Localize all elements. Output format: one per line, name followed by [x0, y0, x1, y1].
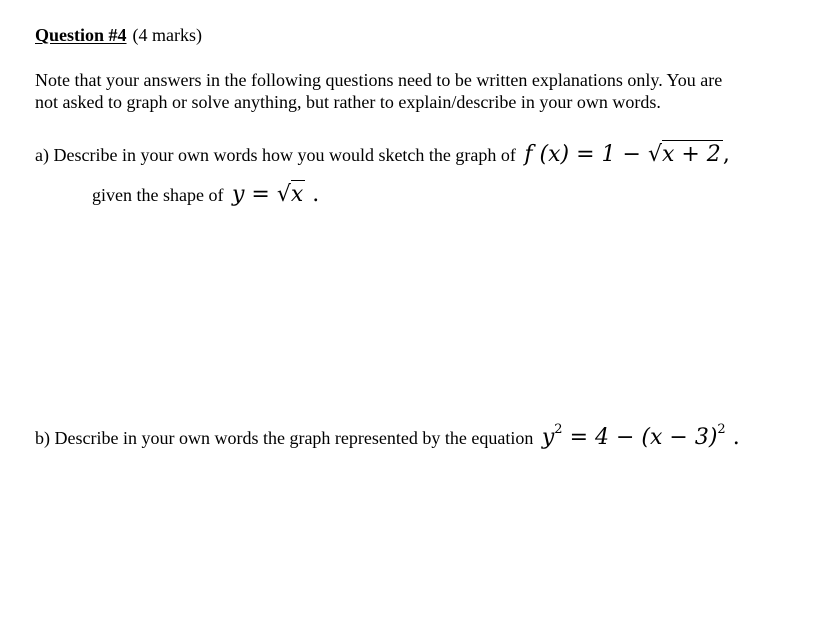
part-a-shape-lhs: y =: [231, 182, 277, 207]
part-a-shape-radicand: x: [290, 182, 304, 207]
square-root-symbol: √x: [276, 182, 304, 207]
part-a-question-continued: [92, 180, 319, 210]
part-a-equation-tail: ,: [722, 142, 730, 167]
part-a-question: [35, 140, 730, 170]
part-b-exponent-2: 2: [717, 422, 726, 437]
part-b-equation-mid: = 4 − (x − 3): [562, 425, 718, 450]
part-b-equation: [541, 422, 740, 450]
part-a-function-equation: [524, 142, 729, 167]
part-b-equation-tail: .: [732, 425, 740, 450]
part-b-equation-y: y: [541, 425, 555, 450]
part-a-radicand: x + 2: [661, 142, 721, 167]
note-line-2: not asked to graph or solve anything, but rather to explain/describe in your own words.: [35, 92, 661, 112]
note-line-1: Note that your answers in the following questions need to be written explanations only. You are: [35, 70, 723, 90]
question-number: Question #4: [35, 25, 127, 45]
part-a-shape-equation: [232, 182, 319, 207]
part-b-prompt: b) Describe in your own words the graph represented by the equation: [35, 428, 534, 448]
part-a-prompt: a) Describe in your own words how you would sketch the graph of: [35, 145, 516, 165]
square-root-symbol: √x + 2: [647, 142, 721, 167]
part-a-shape-tail: .: [312, 182, 320, 207]
part-b-exponent-1: 2: [554, 422, 563, 437]
question-heading: [35, 24, 202, 46]
instructions-note: [35, 69, 795, 113]
part-a-line2-text: given the shape of: [92, 185, 224, 205]
part-a-equation-lhs: f (x) = 1 −: [524, 142, 648, 167]
question-marks: (4 marks): [132, 25, 202, 45]
part-b-question: [35, 421, 740, 455]
